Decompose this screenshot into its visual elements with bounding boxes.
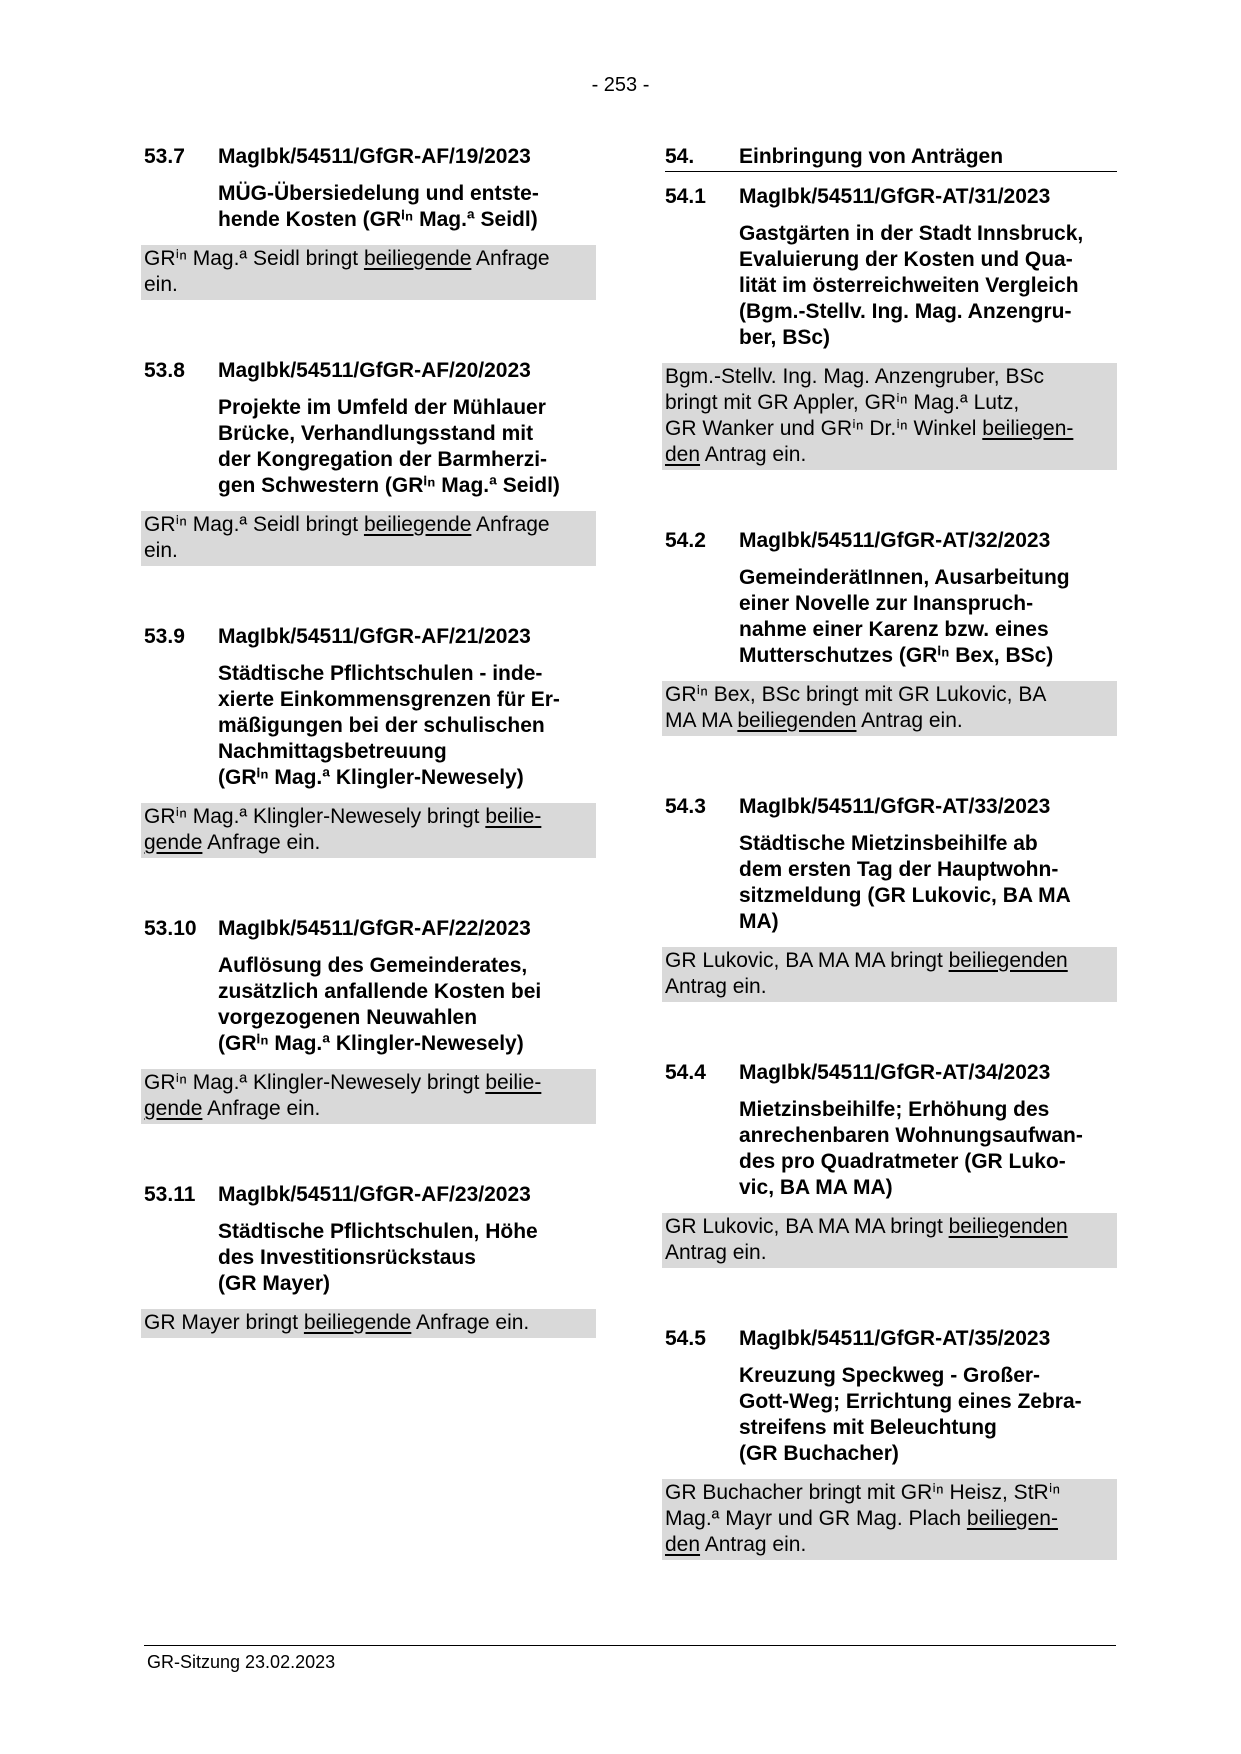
item-title-line: dem ersten Tag der Hauptwohn-: [739, 858, 1059, 881]
item-title-line: Kreuzung Speckweg - Großer-: [739, 1364, 1041, 1387]
text-segment: GRⁱⁿ Mag.ª Klingler-Newesely bringt: [144, 805, 486, 828]
item-title-line: nahme einer Karenz bzw. eines: [739, 618, 1049, 641]
item-title-line: Gott-Weg; Errichtung eines Zebra-: [739, 1390, 1082, 1413]
underlined-text: beiliegen-: [966, 1507, 1058, 1530]
item-code: MagIbk/54511/GfGR-AT/33/2023: [739, 795, 1051, 818]
underlined-text: beiliegenden: [948, 1215, 1068, 1238]
item-title-line: Mutterschutzes (GRⁱⁿ Bex, BSc): [739, 644, 1054, 667]
item-text-box: [141, 511, 596, 566]
footer-divider: [144, 1645, 1116, 1646]
text-segment: GRⁱⁿ Mag.ª Seidl bringt: [144, 513, 364, 536]
item-title-line: xierte Einkommensgrenzen für Er-: [218, 688, 560, 711]
item-title-line: MÜG-Übersiedelung und entste-: [218, 182, 539, 205]
item-title-line: vorgezogenen Neuwahlen: [218, 1006, 478, 1029]
item-code: MagIbk/54511/GfGR-AF/19/2023: [218, 145, 531, 168]
section-heading: [665, 144, 1117, 172]
right-items: [665, 184, 1117, 1560]
item-number: 53.7: [144, 145, 185, 168]
item-text-box: [141, 245, 596, 300]
underlined-text: beilie-: [485, 805, 542, 828]
right-column: [665, 144, 1117, 1618]
underlined-text: beiliegenden: [948, 949, 1068, 972]
item-text-box: [662, 363, 1117, 470]
item-title-line: gen Schwestern (GRⁱⁿ Mag.ª Seidl): [218, 474, 560, 497]
agenda-item: [144, 1182, 596, 1338]
text-segment: Anfrage ein.: [202, 831, 321, 854]
item-number: 54.5: [665, 1327, 706, 1350]
text-segment: Anfrage: [471, 247, 550, 270]
underlined-text: den: [665, 443, 701, 466]
underlined-text: beilie-: [485, 1071, 542, 1094]
item-title-line: Gastgärten in der Stadt Innsbruck,: [739, 222, 1084, 245]
item-title-line: Mietzinsbeihilfe; Erhöhung des: [739, 1098, 1050, 1121]
item-heading: [144, 624, 596, 650]
item-title-line: des Investitionsrückstaus: [218, 1246, 476, 1269]
underlined-text: gende: [144, 831, 203, 854]
item-number: 53.10: [144, 917, 197, 940]
text-segment: GR Lukovic, BA MA MA bringt: [665, 949, 949, 972]
item-number: 53.11: [144, 1183, 196, 1206]
item-title: [739, 221, 1117, 351]
item-title: [739, 1097, 1117, 1201]
text-segment: GR Mayer bringt: [144, 1311, 304, 1334]
agenda-item: [665, 184, 1117, 470]
item-title: [218, 1219, 596, 1297]
item-text-line: [144, 272, 592, 298]
item-title-line: einer Novelle zur Inanspruch-: [739, 592, 1034, 615]
text-segment: MA MA: [665, 709, 738, 732]
text-segment: Antrag ein.: [665, 1241, 767, 1264]
underlined-text: den: [665, 1533, 701, 1556]
section-number: 54.: [665, 145, 695, 168]
left-column: [144, 144, 596, 1396]
item-title-line: (GR Mayer): [218, 1272, 331, 1295]
item-title-line: Städtische Pflichtschulen, Höhe: [218, 1220, 538, 1243]
item-text-line: [665, 442, 1113, 468]
item-heading: [144, 358, 596, 384]
item-title: [218, 953, 596, 1057]
text-segment: Mag.ª Mayr und GR Mag. Plach: [665, 1507, 967, 1530]
item-code: MagIbk/54511/GfGR-AF/22/2023: [218, 917, 531, 940]
item-title-line: Städtische Mietzinsbeihilfe ab: [739, 832, 1038, 855]
item-heading: [665, 1060, 1117, 1086]
item-title-line: Städtische Pflichtschulen - inde-: [218, 662, 543, 685]
text-segment: ein.: [144, 539, 178, 562]
item-title: [739, 831, 1117, 935]
item-title: [739, 565, 1117, 669]
item-title-line: streifens mit Beleuchtung: [739, 1416, 997, 1439]
item-title-line: Projekte im Umfeld der Mühlauer: [218, 396, 546, 419]
item-code: MagIbk/54511/GfGR-AT/32/2023: [739, 529, 1051, 552]
item-title-line: vic, BA MA MA): [739, 1176, 893, 1199]
item-heading: [665, 1326, 1117, 1352]
item-number: 53.8: [144, 359, 185, 382]
text-segment: Antrag ein.: [700, 443, 807, 466]
item-number: 54.2: [665, 529, 706, 552]
text-segment: GR Lukovic, BA MA MA bringt: [665, 1215, 949, 1238]
agenda-item: [665, 1326, 1117, 1560]
item-title-line: zusätzlich anfallende Kosten bei: [218, 980, 542, 1003]
item-title-line: anrechenbaren Wohnungsaufwan-: [739, 1124, 1083, 1147]
item-heading: [665, 794, 1117, 820]
item-code: MagIbk/54511/GfGR-AT/35/2023: [739, 1327, 1051, 1350]
item-title-line: Auflösung des Gemeinderates,: [218, 954, 528, 977]
text-segment: ein.: [144, 273, 178, 296]
text-segment: Antrag ein.: [856, 709, 963, 732]
item-text-line: [665, 1480, 1113, 1506]
item-title-line: (Bgm.-Stellv. Ing. Mag. Anzengru-: [739, 300, 1072, 323]
text-segment: GRⁱⁿ Mag.ª Klingler-Newesely bringt: [144, 1071, 486, 1094]
item-title-line: (GR Buchacher): [739, 1442, 899, 1465]
item-text-line: [665, 1214, 1113, 1240]
item-title-line: Brücke, Verhandlungsstand mit: [218, 422, 534, 445]
item-text-line: [144, 1096, 592, 1122]
item-code: MagIbk/54511/GfGR-AF/20/2023: [218, 359, 531, 382]
text-segment: Bgm.-Stellv. Ing. Mag. Anzengruber, BSc: [665, 365, 1044, 388]
item-code: MagIbk/54511/GfGR-AT/31/2023: [739, 185, 1051, 208]
underlined-text: beiliegende: [363, 247, 472, 270]
underlined-text: beiliegen-: [982, 417, 1074, 440]
item-text-line: [144, 1310, 592, 1336]
item-text-line: [665, 1240, 1113, 1266]
item-text-box: [662, 1479, 1117, 1560]
item-text-box: [141, 803, 596, 858]
item-text-line: [144, 830, 592, 856]
item-title-line: Evaluierung der Kosten und Qua-: [739, 248, 1073, 271]
item-text-line: [665, 1532, 1113, 1558]
text-segment: Antrag ein.: [700, 1533, 807, 1556]
text-segment: GR Buchacher bringt mit GRⁱⁿ Heisz, StRⁱⁿ: [665, 1481, 1061, 1504]
agenda-item: [665, 528, 1117, 736]
item-text-line: [144, 512, 592, 538]
item-text-line: [144, 804, 592, 830]
item-number: 53.9: [144, 625, 185, 648]
item-text-line: [144, 1070, 592, 1096]
item-heading: [144, 916, 596, 942]
item-text-line: [665, 364, 1113, 390]
item-title-line: sitzmeldung (GR Lukovic, BA MA: [739, 884, 1071, 907]
text-segment: GR Wanker und GRⁱⁿ Dr.ⁱⁿ Winkel: [665, 417, 983, 440]
item-text-line: [665, 974, 1113, 1000]
item-title-line: der Kongregation der Barmherzi-: [218, 448, 548, 471]
page-number: - 253 -: [591, 74, 650, 96]
agenda-item: [665, 1060, 1117, 1268]
item-text-box: [141, 1309, 596, 1338]
item-text-line: [665, 948, 1113, 974]
item-text-line: [665, 682, 1113, 708]
item-title: [218, 181, 596, 233]
underlined-text: beiliegende: [303, 1311, 412, 1334]
text-segment: GRⁱⁿ Mag.ª Seidl bringt: [144, 247, 364, 270]
item-title-line: Nachmittagsbetreuung: [218, 740, 447, 763]
item-text-line: [144, 246, 592, 272]
text-segment: Anfrage ein.: [411, 1311, 530, 1334]
item-title-line: mäßigungen bei der schulischen: [218, 714, 545, 737]
item-text-box: [141, 1069, 596, 1124]
item-title-line: (GRⁱⁿ Mag.ª Klingler-Newesely): [218, 766, 524, 789]
item-text-box: [662, 947, 1117, 1002]
text-segment: Anfrage ein.: [202, 1097, 321, 1120]
item-text-line: [665, 390, 1113, 416]
item-text-box: [662, 681, 1117, 736]
text-segment: Antrag ein.: [665, 975, 767, 998]
item-number: 54.4: [665, 1061, 706, 1084]
agenda-item: [665, 794, 1117, 1002]
underlined-text: beiliegenden: [737, 709, 857, 732]
item-title-line: MA): [739, 910, 779, 933]
item-code: MagIbk/54511/GfGR-AT/34/2023: [739, 1061, 1051, 1084]
item-title-line: lität im österreichweiten Vergleich: [739, 274, 1079, 297]
item-title: [218, 395, 596, 499]
text-segment: bringt mit GR Appler, GRⁱⁿ Mag.ª Lutz,: [665, 391, 1020, 414]
item-title-line: hende Kosten (GRⁱⁿ Mag.ª Seidl): [218, 208, 538, 231]
text-segment: Anfrage: [471, 513, 550, 536]
item-code: MagIbk/54511/GfGR-AF/21/2023: [218, 625, 531, 648]
item-title: [739, 1363, 1117, 1467]
item-code: MagIbk/54511/GfGR-AF/23/2023: [218, 1183, 531, 1206]
item-text-box: [662, 1213, 1117, 1268]
item-heading: [665, 528, 1117, 554]
item-title-line: ber, BSc): [739, 326, 831, 349]
section-title: Einbringung von Anträgen: [739, 145, 1004, 168]
agenda-item: [144, 358, 596, 566]
agenda-item: [144, 624, 596, 858]
item-title-line: (GRⁱⁿ Mag.ª Klingler-Newesely): [218, 1032, 524, 1055]
item-title: [218, 661, 596, 791]
item-title-line: des pro Quadratmeter (GR Luko-: [739, 1150, 1066, 1173]
item-text-line: [144, 538, 592, 564]
underlined-text: beiliegende: [363, 513, 472, 536]
item-text-line: [665, 708, 1113, 734]
item-heading: [144, 144, 596, 170]
item-text-line: [665, 416, 1113, 442]
underlined-text: gende: [144, 1097, 203, 1120]
agenda-item: [144, 144, 596, 300]
item-text-line: [665, 1506, 1113, 1532]
item-number: 54.1: [665, 185, 706, 208]
text-segment: GRⁱⁿ Bex, BSc bringt mit GR Lukovic, BA: [665, 683, 1047, 706]
agenda-item: [144, 916, 596, 1124]
item-number: 54.3: [665, 795, 706, 818]
item-heading: [665, 184, 1117, 210]
item-heading: [144, 1182, 596, 1208]
item-title-line: GemeinderätInnen, Ausarbeitung: [739, 566, 1070, 589]
footer-text: GR-Sitzung 23.02.2023: [147, 1652, 336, 1672]
